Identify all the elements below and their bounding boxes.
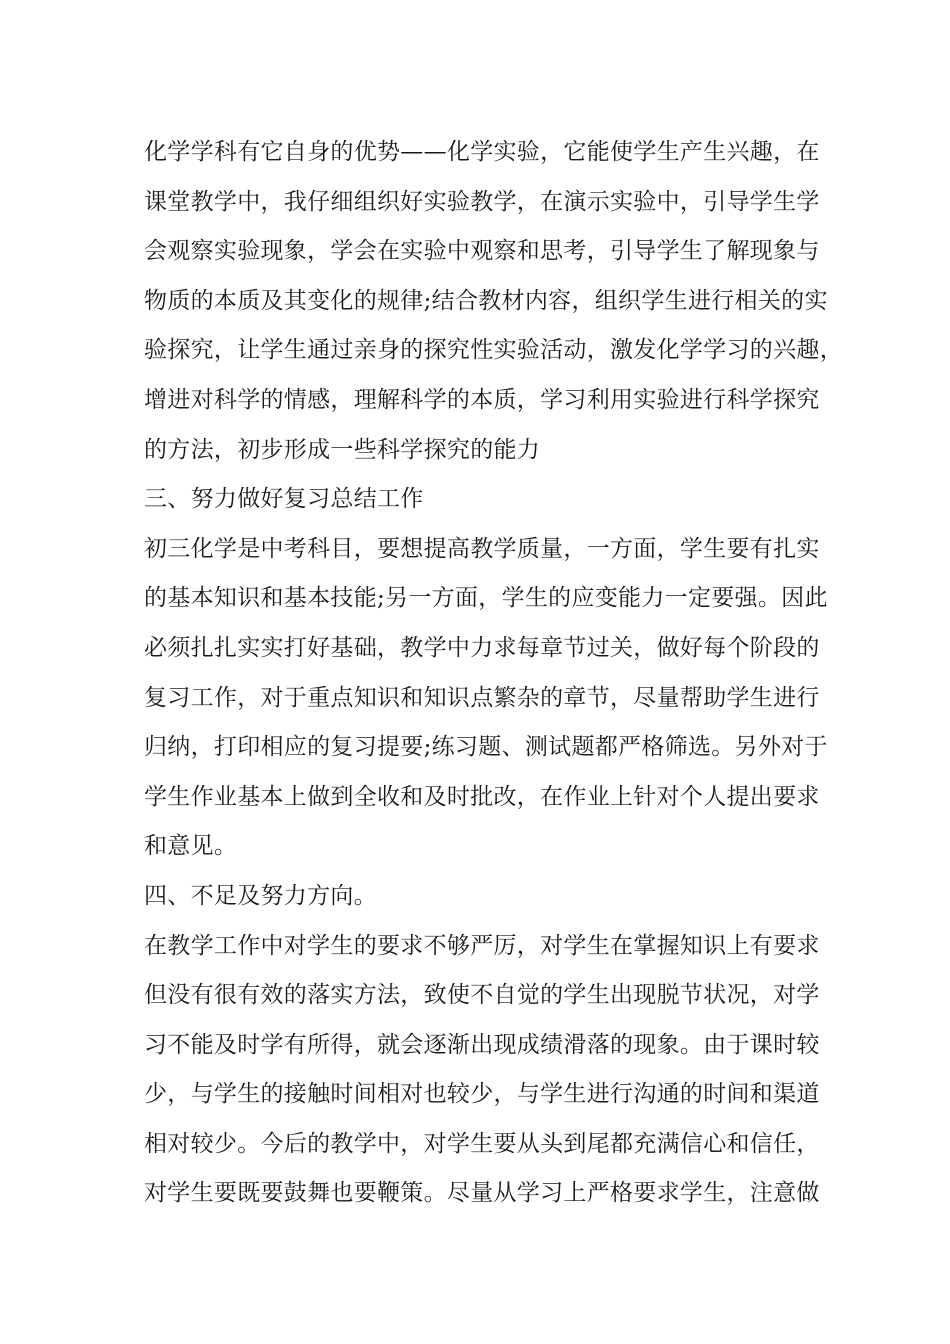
paragraph-line: 增进对科学的情感，理解科学的本质，学习利用实验进行科学探究	[144, 386, 820, 413]
paragraph-line: 相对较少。今后的教学中，对学生要从头到尾都充满信心和信任，	[144, 1130, 820, 1157]
paragraph-line: 和意见。	[144, 833, 238, 860]
paragraph-line: 物质的本质及其变化的规律;结合教材内容，组织学生进行相关的实	[144, 287, 828, 314]
paragraph-line: 的方法，初步形成一些科学探究的能力	[144, 436, 541, 463]
paragraph-line: 归纳，打印相应的复习提要;练习题、测试题都严格筛选。另外对于	[144, 734, 828, 761]
paragraph-line: 课堂教学中，我仔细组织好实验教学，在演示实验中，引导学生学	[144, 188, 820, 215]
paragraph-line: 习不能及时学有所得，就会逐渐出现成绩滑落的现象。由于课时较	[144, 1031, 820, 1058]
paragraph-line: 在教学工作中对学生的要求不够严厉，对学生在掌握知识上有要求	[144, 932, 820, 959]
paragraph-line: 验探究，让学生通过亲身的探究性实验活动，激发化学学习的兴趣，	[144, 337, 843, 364]
section-heading-3: 三、努力做好复习总结工作	[144, 486, 424, 513]
paragraph-line: 化学学科有它自身的优势——化学实验，它能使学生产生兴趣，在	[144, 139, 820, 165]
paragraph-line: 对学生要既要鼓舞也要鞭策。尽量从学习上严格要求学生，注意做	[144, 1180, 820, 1207]
paragraph-line: 的基本知识和基本技能;另一方面，学生的应变能力一定要强。因此	[144, 585, 828, 612]
paragraph-line: 会观察实验现象，学会在实验中观察和思考，引导学生了解现象与	[144, 238, 820, 265]
document-body	[144, 128, 844, 1219]
paragraph-line: 学生作业基本上做到全收和及时批改，在作业上针对个人提出要求	[144, 783, 820, 810]
paragraph-line: 复习工作，对于重点知识和知识点繁杂的章节，尽量帮助学生进行	[144, 684, 820, 711]
paragraph-line: 初三化学是中考科目，要想提高教学质量，一方面，学生要有扎实	[144, 535, 820, 562]
paragraph-line: 但没有很有效的落实方法，致使不自觉的学生出现脱节状况，对学	[144, 982, 820, 1009]
paragraph-line: 必须扎扎实实打好基础，教学中力求每章节过关，做好每个阶段的	[144, 634, 820, 661]
paragraph-line: 少，与学生的接触时间相对也较少，与学生进行沟通的时间和渠道	[144, 1081, 820, 1108]
section-heading-4: 四、不足及努力方向。	[144, 882, 377, 909]
